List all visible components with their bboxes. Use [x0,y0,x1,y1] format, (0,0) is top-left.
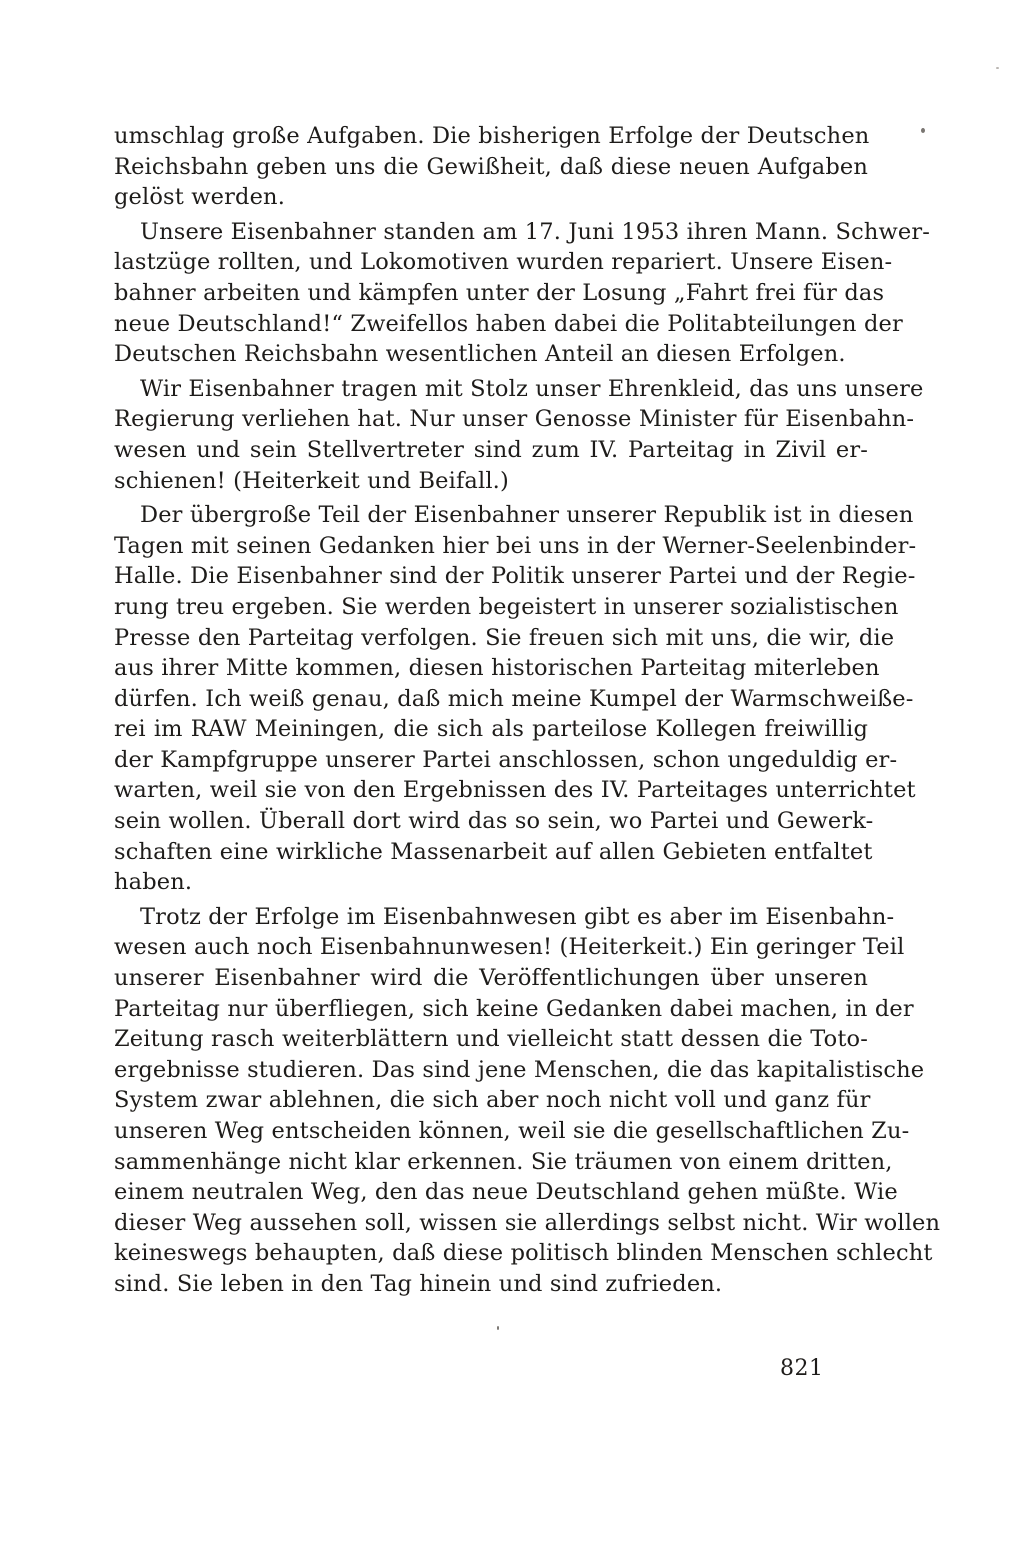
text-line: Regierung verliehen hat. Nur unser Genosse Minister für Eisenbahn- [114,406,915,433]
text-line: ergebnisse studieren. Das sind jene Menschen, die das kapitalistische [114,1056,925,1083]
text-line: Wir Eisenbahner tragen mit Stolz unser Ehrenkleid, das uns unsere [140,375,924,402]
text-line: unserer Eisenbahner wird die Veröffentlichungen über unseren [114,965,868,992]
text-line: sammenhänge nicht klar erkennen. Sie träumen von einem dritten, [114,1148,893,1175]
text-line: warten, weil sie von den Ergebnissen des IV. Parteitages unterrichtet [114,777,916,804]
text-line: Reichsbahn geben uns die Gewißheit, daß diese neuen Aufgaben [114,153,868,180]
text-line: Zeitung rasch weiterblättern und vielleicht statt dessen die Toto- [114,1026,868,1053]
text-line: neue Deutschland!“ Zweifellos haben dabei die Politabteilungen der [114,310,903,337]
text-line: schaften eine wirkliche Massenarbeit auf allen Gebieten entfaltet [114,838,873,865]
text-line: wesen auch noch Eisenbahnunwesen! (Heiterkeit.) Ein geringer Teil [114,934,905,961]
text-line: der Kampfgruppe unserer Partei anschlossen, schon ungeduldig er- [114,746,898,773]
text-line: rei im RAW Meiningen, die sich als parteilose Kollegen freiwillig [114,716,868,743]
text-line: Trotz der Erfolge im Eisenbahnwesen gibt es aber im Eisenbahn- [140,903,895,930]
text-line: Unsere Eisenbahner standen am 17. Juni 1953 ihren Mann. Schwer- [140,218,931,245]
text-line: rung treu ergeben. Sie werden begeistert in unserer sozialistischen [114,593,899,620]
text-line: aus ihrer Mitte kommen, diesen historischen Parteitag miterleben [114,655,880,682]
text-line: keineswegs behaupten, daß diese politisch blinden Menschen schlecht [114,1240,933,1267]
paragraph-3 [114,374,924,496]
text-line: Presse den Parteitag verfolgen. Sie freuen sich mit uns, die wir, die [114,624,895,651]
text-line: Parteitag nur überfliegen, sich keine Gedanken dabei machen, in der [114,995,914,1022]
print-speck [921,128,925,133]
paragraph-5 [114,902,941,1300]
text-line: einem neutralen Weg, den das neue Deutschland gehen müßte. Wie [114,1179,898,1206]
text-line: lastzüge rollten, und Lokomotiven wurden repariert. Unsere Eisen- [114,249,893,276]
text-line: Der übergroße Teil der Eisenbahner unserer Republik ist in diesen [140,502,914,529]
text-line: bahner arbeiten und kämpfen unter der Losung „Fahrt frei für das [114,279,885,306]
page-number: 821 [780,1356,824,1381]
print-speck [996,67,999,69]
text-line: dieser Weg aussehen soll, wissen sie allerdings selbst nicht. Wir wollen [114,1209,941,1236]
text-line: wesen und sein Stellvertreter sind zum IV. Parteitag in Zivil er- [114,436,868,463]
paragraph-1 [114,121,868,213]
print-speck [497,1326,499,1330]
text-line: haben. [114,869,193,896]
text-line: gelöst werden. [114,184,285,211]
body-text [114,121,941,1300]
text-line: umschlag große Aufgaben. Die bisherigen Erfolge der Deutschen [114,123,870,149]
text-line: unseren Weg entscheiden können, weil sie die gesellschaftlichen Zu- [114,1118,910,1144]
text-line: Halle. Die Eisenbahner sind der Politik unserer Partei und der Regie- [114,563,916,590]
text-line: schienen! (Heiterkeit und Beifall.) [114,467,509,494]
paragraph-2 [114,217,931,370]
text-line: System zwar ablehnen, die sich aber noch nicht voll und ganz für [114,1087,871,1114]
text-line: Deutschen Reichsbahn wesentlichen Anteil an diesen Erfolgen. [114,341,846,368]
text-line: sind. Sie leben in den Tag hinein und sind zufrieden. [114,1270,723,1297]
paragraph-4 [114,500,917,898]
text-line: Tagen mit seinen Gedanken hier bei uns in der Werner-Seelenbinder- [114,532,917,559]
text-line: sein wollen. Überall dort wird das so sein, wo Partei und Gewerk- [114,808,874,835]
text-line: dürfen. Ich weiß genau, daß mich meine Kumpel der Warmschweiße- [114,685,914,712]
